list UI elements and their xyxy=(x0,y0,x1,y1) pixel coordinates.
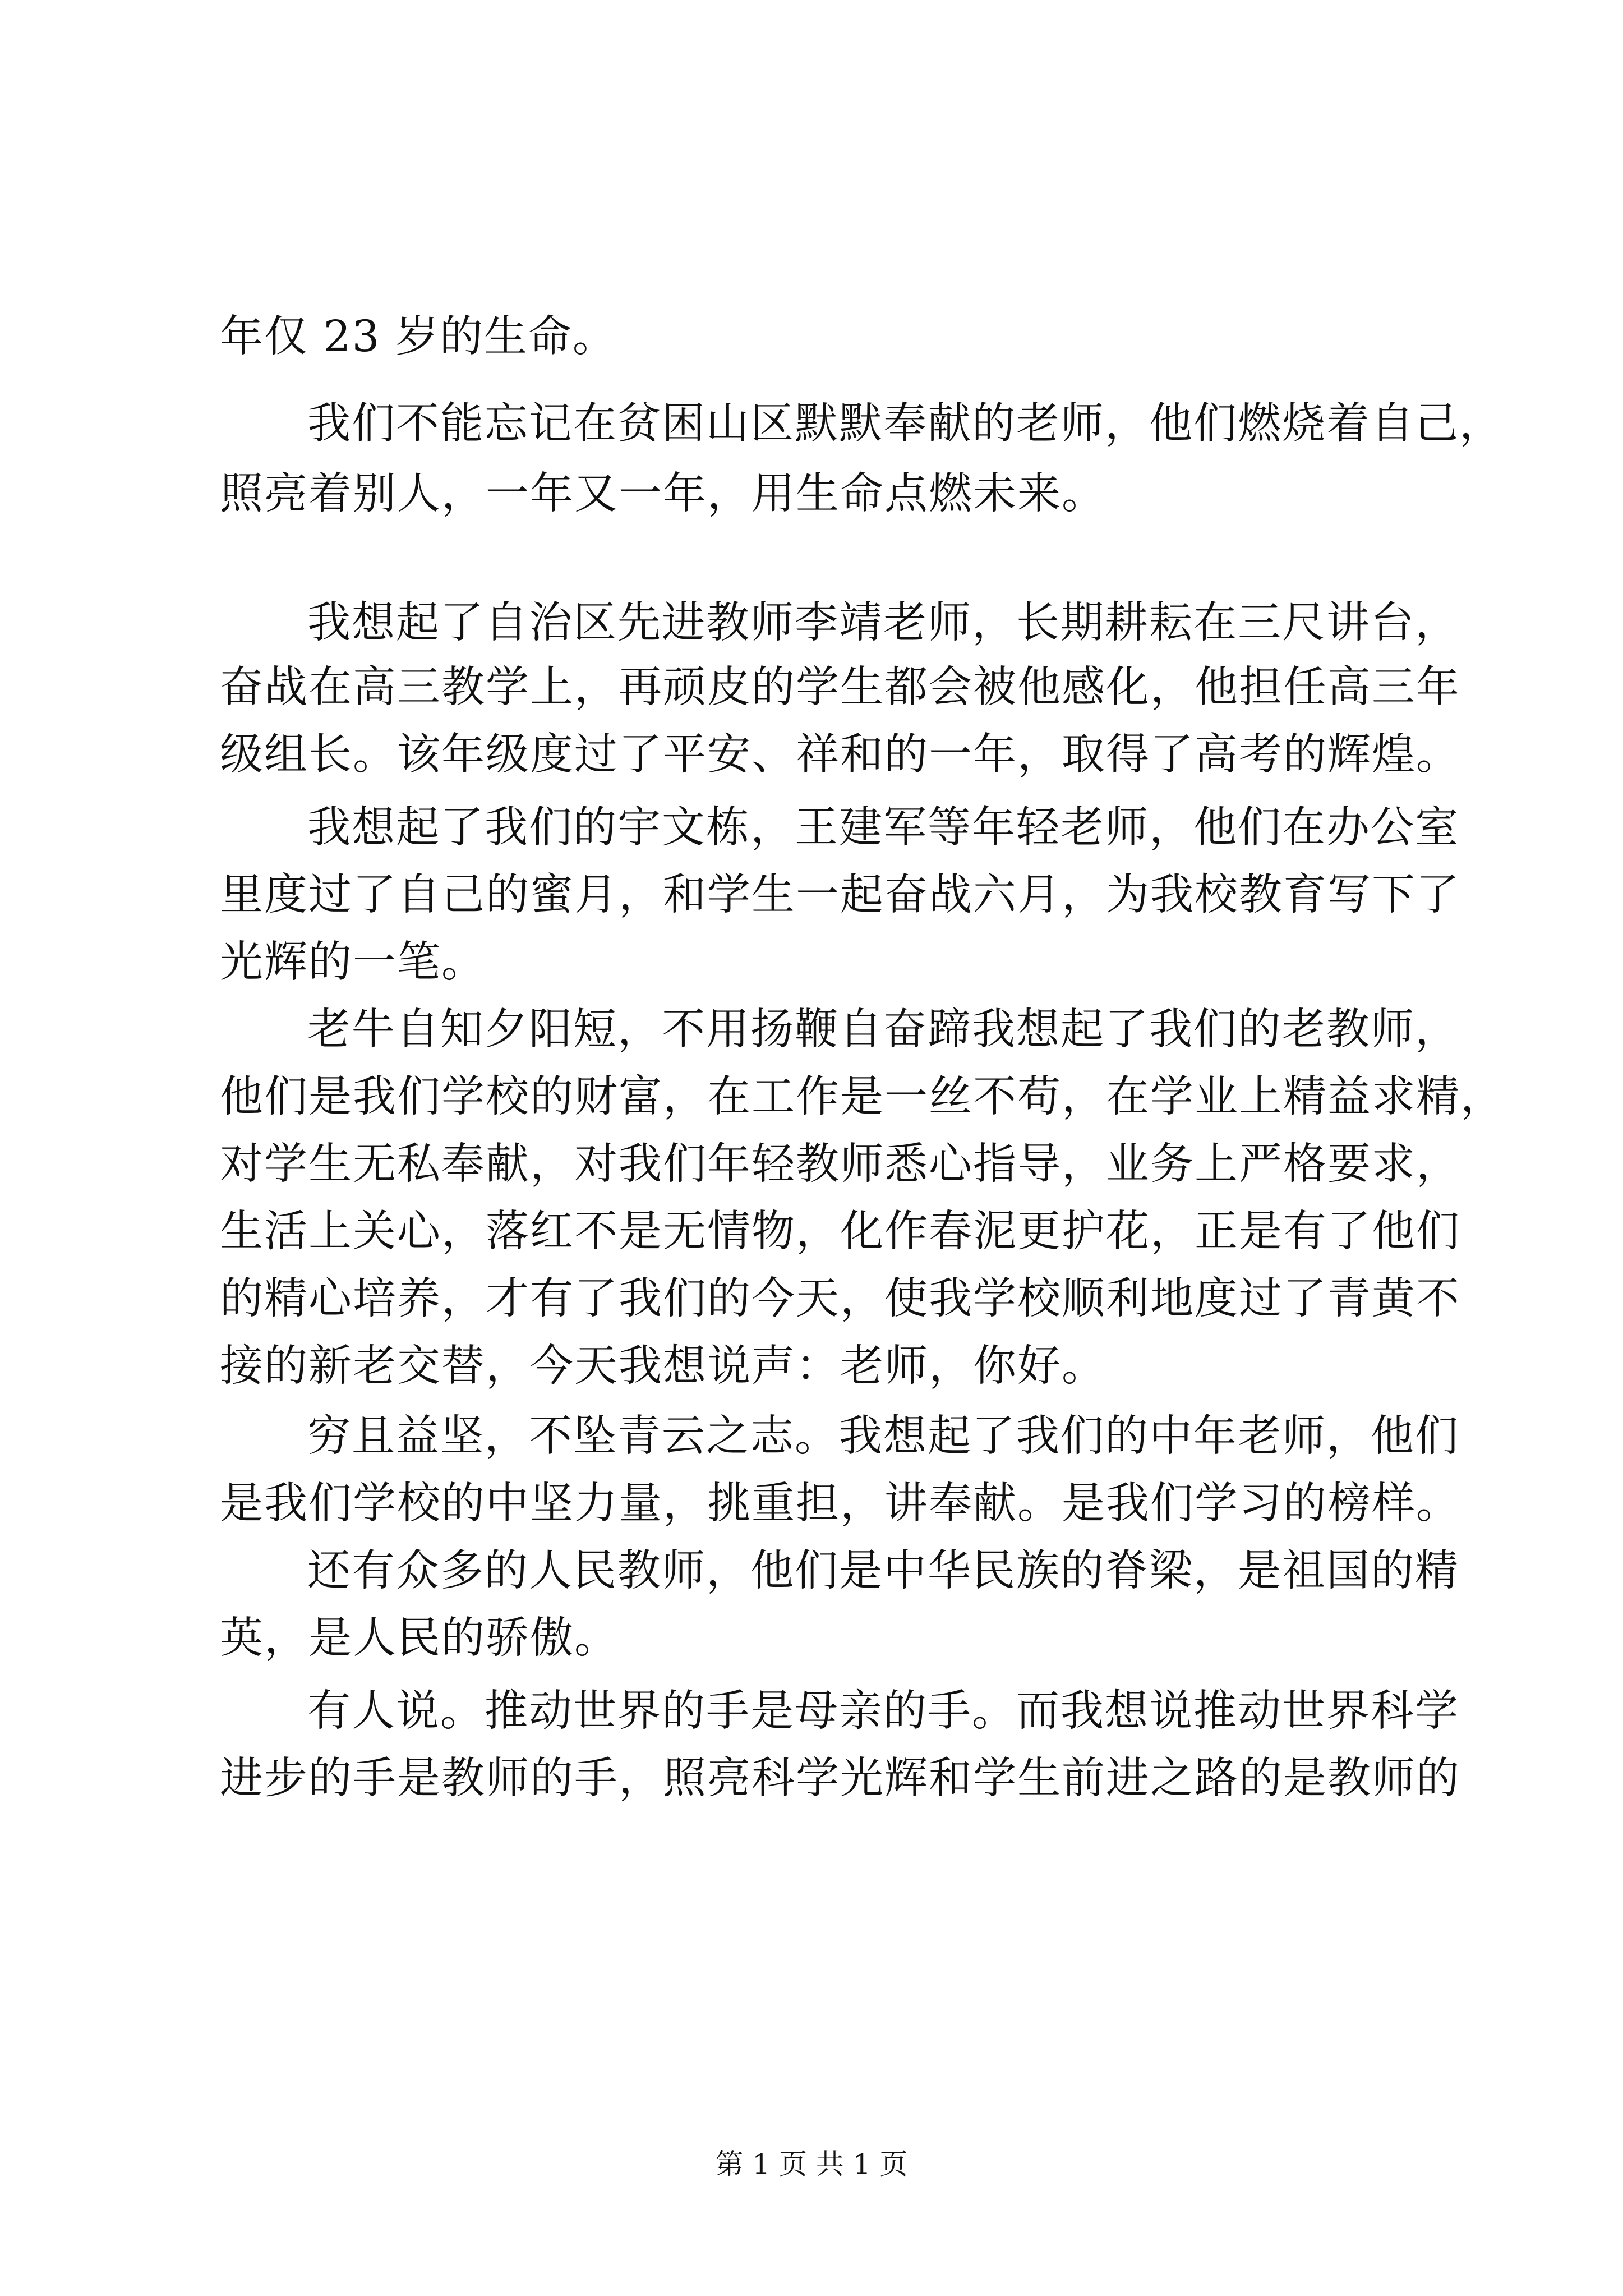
text-line: 英，是人民的骄傲。 xyxy=(220,1613,619,1663)
text-line: 有人说。推动世界的手是母亲的手。而我想说推动世界科学 xyxy=(307,1686,1459,1736)
text-line: 年仅 23 岁的生命。 xyxy=(220,312,617,362)
text-line: 级组长。该年级度过了平安、祥和的一年，取得了高考的辉煌。 xyxy=(220,730,1460,780)
text-line: 接的新老交替，今天我想说声：老师，你好。 xyxy=(220,1341,1106,1391)
text-line: 老牛自知夕阳短，不用扬鞭自奋蹄我想起了我们的老教师， xyxy=(307,1005,1459,1055)
text-line: 是我们学校的中坚力量，挑重担，讲奉献。是我们学习的榜样。 xyxy=(220,1479,1460,1529)
text-line: 穷且益坚，不坠青云之志。我想起了我们的中年老师，他们 xyxy=(307,1411,1459,1461)
text-line: 还有众多的人民教师，他们是中华民族的脊梁，是祖国的精 xyxy=(307,1546,1459,1596)
text-line: 生活上关心，落红不是无情物，化作春泥更护花，正是有了他们 xyxy=(220,1207,1460,1257)
text-line: 的精心培养，才有了我们的今天，使我学校顺利地度过了青黄不 xyxy=(220,1274,1460,1324)
text-line: 奋战在高三教学上，再顽皮的学生都会被他感化，他担任高三年 xyxy=(220,662,1460,712)
text-line: 进步的手是教师的手，照亮科学光辉和学生前进之路的是教师的 xyxy=(220,1754,1460,1803)
text-line: 我们不能忘记在贫困山区默默奉献的老师，他们燃烧着自己， xyxy=(307,399,1504,449)
text-line: 光辉的一笔。 xyxy=(220,937,486,987)
text-line: 对学生无私奉献，对我们年轻教师悉心指导，业务上严格要求， xyxy=(220,1139,1460,1189)
page-footer: 第 1 页 共 1 页 xyxy=(715,2148,908,2180)
text-line: 我想起了我们的宇文栋，王建军等年轻老师，他们在办公室 xyxy=(307,803,1459,853)
text-line: 我想起了自治区先进教师李靖老师，长期耕耘在三尺讲台， xyxy=(307,598,1459,648)
text-line: 照亮着别人，一年又一年，用生命点燃未来。 xyxy=(220,469,1106,519)
text-line: 里度过了自己的蜜月，和学生一起奋战六月，为我校教育写下了 xyxy=(220,870,1460,920)
text-line: 他们是我们学校的财富，在工作是一丝不苟，在学业上精益求精， xyxy=(220,1072,1505,1122)
